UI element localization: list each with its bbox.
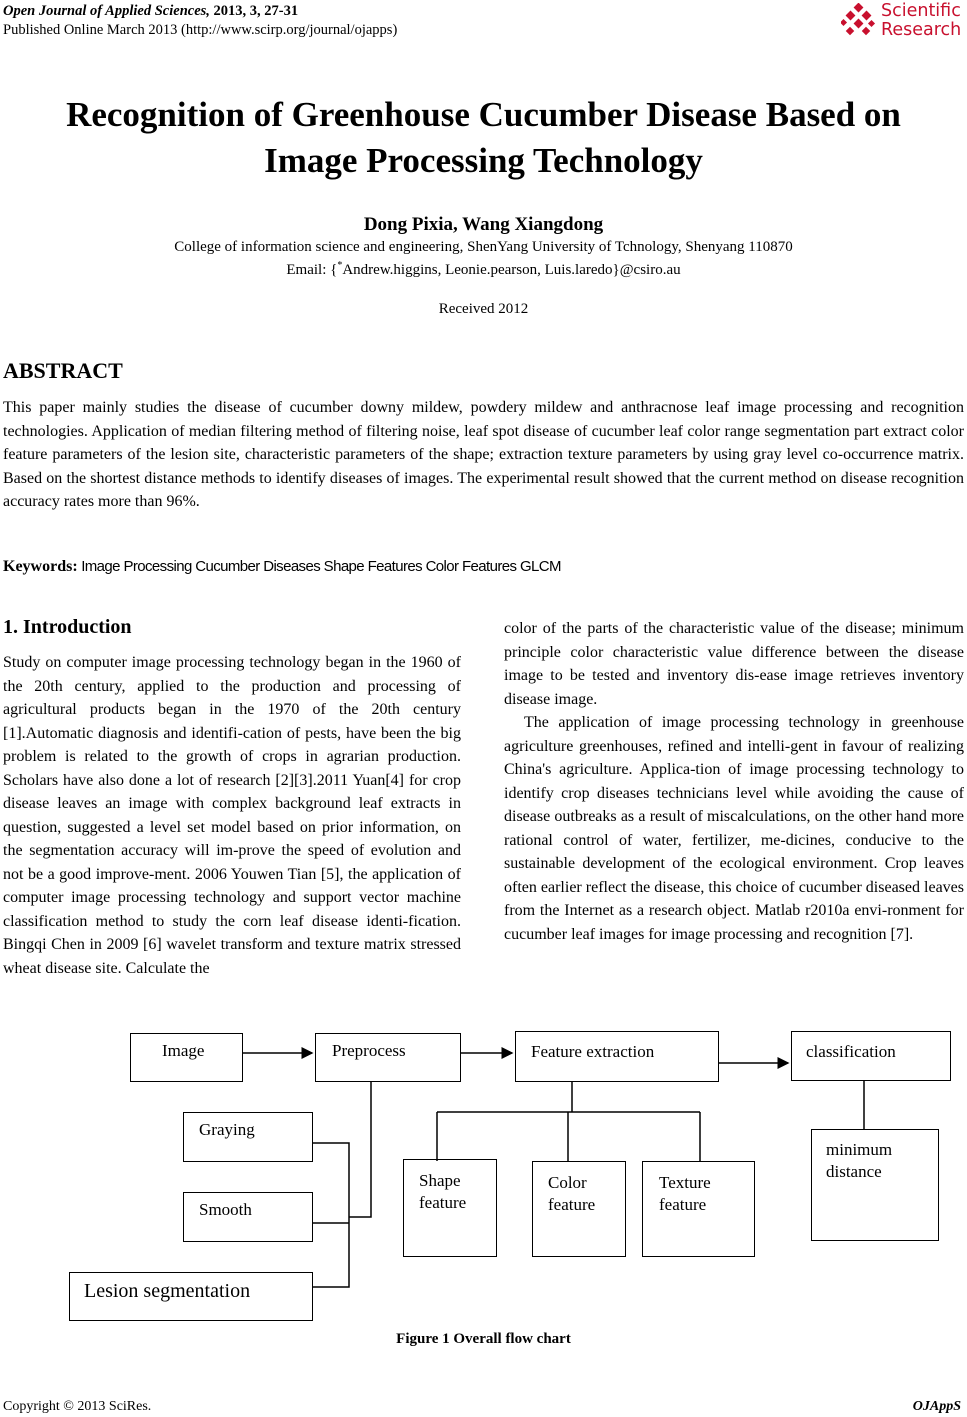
preprocess-bracket (312, 1143, 349, 1287)
received-date: Received 2012 (438, 301, 529, 317)
flow-label-feature-extraction: Feature extraction (531, 1042, 655, 1061)
keywords-label: Keywords: (3, 558, 78, 575)
flow-label-classification: classification (806, 1042, 896, 1061)
footer-journal-abbr: OJAppS (912, 1399, 961, 1414)
flow-box-image (130, 1033, 243, 1082)
email-asterisk: * (337, 260, 343, 271)
abstract-text: This paper mainly studies the disease of cucumber downy mildew, powdery mildew and anthracnose leaf image processing and recognition technologies. Application of median filtering method of filtering noise, leaf spot disease of cucumber leaf color range segmentation part extract color feature parameters of the lesion site, characteristic parameters of the shape; extraction texture parameters by using gray level co-occurrence matrix. Based on the shortest distance methods to identify diseases of images. The experimental result showed that the current method on disease recognition accuracy rates more than 96%. (3, 399, 964, 510)
flow-box-minimum-distance (811, 1129, 939, 1241)
flow-label-image: Image (162, 1041, 205, 1060)
flow-box-preprocess (315, 1033, 461, 1082)
flow-label-smooth: Smooth (199, 1200, 252, 1219)
flow-box-graying (183, 1112, 313, 1162)
flow-label-color-1: Color (548, 1173, 587, 1192)
flow-label-mindist-1: minimum (826, 1140, 893, 1159)
flow-box-lesion-segmentation (69, 1272, 313, 1321)
intro-column-right (504, 617, 964, 946)
flow-label-lesion-segmentation: Lesion segmentation (84, 1280, 251, 1302)
authors: Dong Pixia, Wang Xiangdong (363, 214, 604, 235)
journal-name: Open Journal of Applied Sciences, (3, 3, 210, 19)
flow-label-color-2: feature (548, 1195, 596, 1214)
figure-caption: Figure 1 Overall flow chart (396, 1331, 571, 1347)
flow-box-texture-feature (642, 1161, 755, 1257)
flow-box-shape-feature (403, 1159, 497, 1257)
intro-right-paragraph-1: color of the parts of the characteristic value of the disease; minimum principle color characteristic value difference between the disease image to be tested and inventory dis-ease image retrieves inventory disease image. (504, 620, 964, 708)
keywords (3, 558, 561, 576)
flow-box-smooth (183, 1192, 313, 1242)
affiliation: College of information science and engineering, ShenYang University of Tchnology, Shenyang 110870 (174, 239, 793, 255)
abstract-heading: ABSTRACT (3, 358, 123, 383)
intro-column-left: Study on computer image processing technology began in the 1960 of the 20th century, applied to the production and processing of agricultural products began in the 1970 of the 20th century [1].Automatic diagnosis and identifi-cation of pests, have been the big problem is related to the growth of crops in agrarian production. Scholars have also done a lot of research [2][3].2011 Yuan[4] for crop disease leaves an image with complex background leaf extracts in question, suggested a level set model based on prior information, on the segmentation accuracy will im-prove the speed of evolution and not be a good improve-ment. 2006 Youwen Tian [5], the application of computer image processing technology and support vector machine classification method to study the corn leaf disease identi-fication. Bingqi Chen in 2009 [6] wavelet transform and texture matrix stressed wheat disease site. Calculate the (3, 654, 461, 977)
flow-box-classification (791, 1031, 951, 1081)
title-line-1: Recognition of Greenhouse Cucumber Disease Based on (66, 95, 901, 134)
logo-icon (841, 3, 879, 41)
keywords-list: Image Processing Cucumber Diseases Shape Features Color Features GLCM (77, 558, 561, 575)
email-addresses: Andrew.higgins, Leonie.pearson, Luis.laredo}@csiro.au (342, 262, 681, 278)
logo-text-line1: Scientific (881, 1, 961, 21)
flow-label-graying: Graying (199, 1120, 255, 1139)
flow-label-preprocess: Preprocess (332, 1041, 406, 1060)
email (0, 260, 967, 279)
published-online: Published Online March 2013 (http://www.scirp.org/journal/ojapps) (3, 22, 398, 38)
journal-volume: 2013, 3, 27-31 (209, 3, 299, 19)
flow-box-color-feature (532, 1161, 626, 1257)
flow-box-feature-extraction (515, 1031, 719, 1082)
section-heading-introduction: 1. Introduction (3, 616, 132, 638)
flow-label-shape-1: Shape (419, 1171, 461, 1190)
preprocess-branch-line (349, 1081, 371, 1217)
flow-label-shape-2: feature (419, 1193, 467, 1212)
intro-right-paragraph-2: The application of image processing technology in greenhouse agriculture greenhouses, refined and intelli-gent in favour of realizing China's agriculture. Applica-tion of image processing technology to identify crop diseases technicians level while avoiding the cause of disease outbreaks as a result of miscalculations, on the other hand more rational control of water, fertilizer, me-dicines, conducive to the sustainable development of the ecological environment. Crop leaves often earlier reflect the disease, this choice of cucumber diseased leaves from the Internet as a research object. Matlab r2010a envi-ronment for cucumber leaf images for image processing and recognition [7]. (504, 714, 964, 943)
logo-text-line2: Research (881, 20, 962, 40)
journal-header (3, 3, 298, 20)
flow-label-mindist-2: distance (826, 1162, 882, 1181)
scientific-research-logo (841, 2, 961, 42)
title-line-2: Image Processing Technology (264, 141, 703, 180)
footer-copyright: Copyright © 2013 SciRes. (3, 1399, 152, 1414)
paper-title (0, 92, 967, 184)
flow-label-texture-1: Texture (659, 1173, 711, 1192)
email-prefix: Email: { (286, 262, 338, 278)
flow-label-texture-2: feature (659, 1195, 707, 1214)
